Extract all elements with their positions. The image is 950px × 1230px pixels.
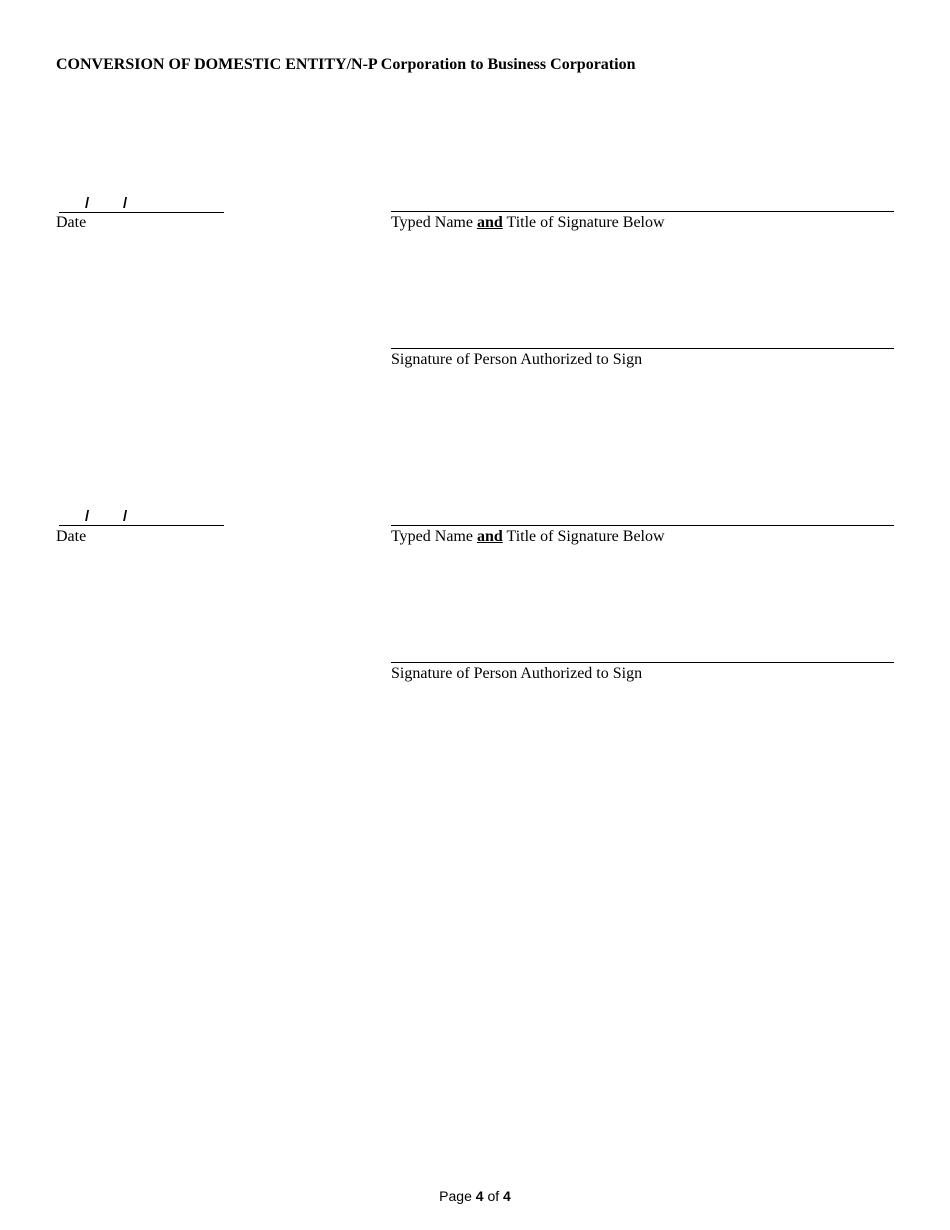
date-separator: /	[85, 508, 90, 525]
typed-name-label-1	[391, 214, 665, 232]
signature-line-2[interactable]	[391, 662, 894, 663]
typed-name-label-text: Title of Signature Below	[506, 528, 665, 545]
page-title: CONVERSION OF DOMESTIC ENTITY/N-P Corporation to Business Corporation	[56, 56, 636, 73]
typed-name-label-text: Title of Signature Below	[506, 214, 665, 231]
date-field-1[interactable]	[59, 194, 224, 213]
date-label-1: Date	[56, 214, 87, 231]
footer-current-page: 4	[475, 1188, 484, 1204]
typed-name-label-text: Typed Name	[391, 214, 473, 231]
signature-label-1: Signature of Person Authorized to Sign	[391, 351, 643, 368]
typed-name-label-emphasis: and	[476, 214, 503, 231]
page-footer	[0, 1188, 950, 1204]
date-field-2[interactable]	[59, 507, 224, 526]
typed-name-label-2	[391, 528, 665, 546]
footer-total-pages: 4	[503, 1188, 511, 1204]
date-separator: /	[85, 195, 90, 212]
typed-name-label-text: Typed Name	[391, 528, 473, 545]
date-separator: /	[123, 508, 128, 525]
typed-name-line-1[interactable]	[391, 211, 894, 212]
date-label-2: Date	[56, 528, 87, 545]
typed-name-label-emphasis: and	[476, 528, 503, 545]
typed-name-line-2[interactable]	[391, 525, 894, 526]
signature-line-1[interactable]	[391, 348, 894, 349]
date-separator: /	[123, 195, 128, 212]
footer-page-word: Page	[439, 1188, 472, 1204]
footer-of-word: of	[487, 1188, 500, 1204]
signature-label-2: Signature of Person Authorized to Sign	[391, 665, 643, 682]
